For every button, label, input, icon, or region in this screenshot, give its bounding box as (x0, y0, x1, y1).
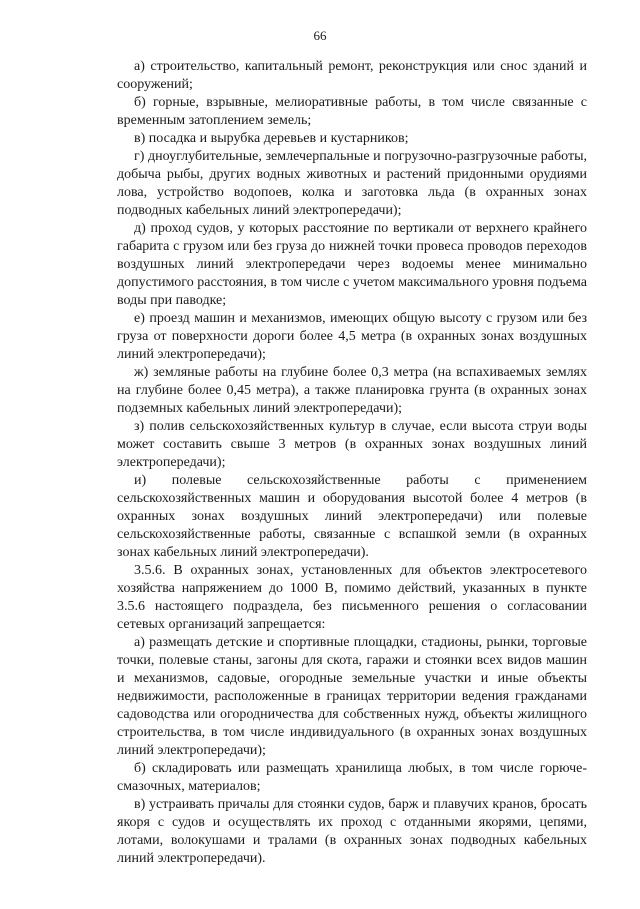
paragraph-g-dredging: г) дноуглубительные, землечерпальные и погрузочно-разгрузочные работы, добыча рыбы, других водных животных и растений придонными орудиями лова, устройство водопоев, колка и заготовка льда (в охранных зонах подводных кабельных линий электропередачи); (117, 149, 587, 218)
paragraph-b-mining-works: б) горные, взрывные, мелиоративные работы, в том числе связанные с временным затоплением земель; (117, 95, 587, 128)
paragraph-b-storage: б) складировать или размещать хранилища любых, в том числе горюче-смазочных, материалов; (117, 761, 587, 794)
paragraph-a-construction: а) строительство, капитальный ремонт, реконструкция или снос зданий и сооружений; (117, 59, 587, 92)
paragraph-i-field-works: и) полевые сельскохозяйственные работы с применением сельскохозяйственных машин и оборудования высотой более 4 метров (в охранных зонах воздушных линий электропередачи) или полевые сельскохозяйственные работы, связанные с вспашкой земли (в охранных зонах кабельных линий электропередачи). (117, 473, 587, 560)
paragraph-a-placement: а) размещать детские и спортивные площадки, стадионы, рынки, торговые точки, полевые станы, загоны для скота, гаражи и стоянки всех видов машин и механизмов, садовые, огородные земельные участки и иные объекты недвижимости, расположенные в границах территории ведения гражданами садоводства или огородничества для собственных нужд, объекты жилищного строительства, в том числе индивидуального (в охранных зонах воздушных линий электропередачи); (117, 635, 587, 758)
paragraph-z-irrigation: з) полив сельскохозяйственных культур в случае, если высота струи воды может составить свыше 3 метров (в охранных зонах воздушных линий электропередачи); (117, 419, 587, 470)
document-body (117, 58, 587, 868)
paragraph-zh-earthworks: ж) земляные работы на глубине более 0,3 метра (на вспахиваемых землях на глубине более 0,45 метра), а также планировка грунта (в охранных зонах подземных кабельных линий электропередачи); (117, 365, 587, 416)
paragraph-e-vehicle-passage: е) проезд машин и механизмов, имеющих общую высоту с грузом или без груза от поверхности дороги более 4,5 метра (в охранных зонах воздушных линий электропередачи); (117, 311, 587, 362)
paragraph-v-moorings: в) устраивать причалы для стоянки судов, барж и плавучих кранов, бросать якоря с судов и осуществлять их проход с отданными якорями, цепями, лотами, волокушами и тралами (в охранных зонах подводных кабельных линий электропередачи). (117, 797, 587, 866)
page-number: 66 (313, 28, 327, 43)
paragraph-v-tree-planting: в) посадка и вырубка деревьев и кустарников; (134, 131, 409, 146)
section-3-5-6-intro: 3.5.6. В охранных зонах, установленных для объектов электросетевого хозяйства напряжением до 1000 В, помимо действий, указанных в пункте 3.5.6 настоящего подраздела, без письменного решения о согласовании сетевых организаций запрещается: (117, 563, 587, 632)
paragraph-d-vessel-passage: д) проход судов, у которых расстояние по вертикали от верхнего крайнего габарита с грузом или без груза до нижней точки провеса проводов переходов воздушных линий электропередачи через водоемы менее минимально допустимого расстояния, в том числе с учетом максимального уровня подъема воды при паводке; (117, 221, 587, 308)
